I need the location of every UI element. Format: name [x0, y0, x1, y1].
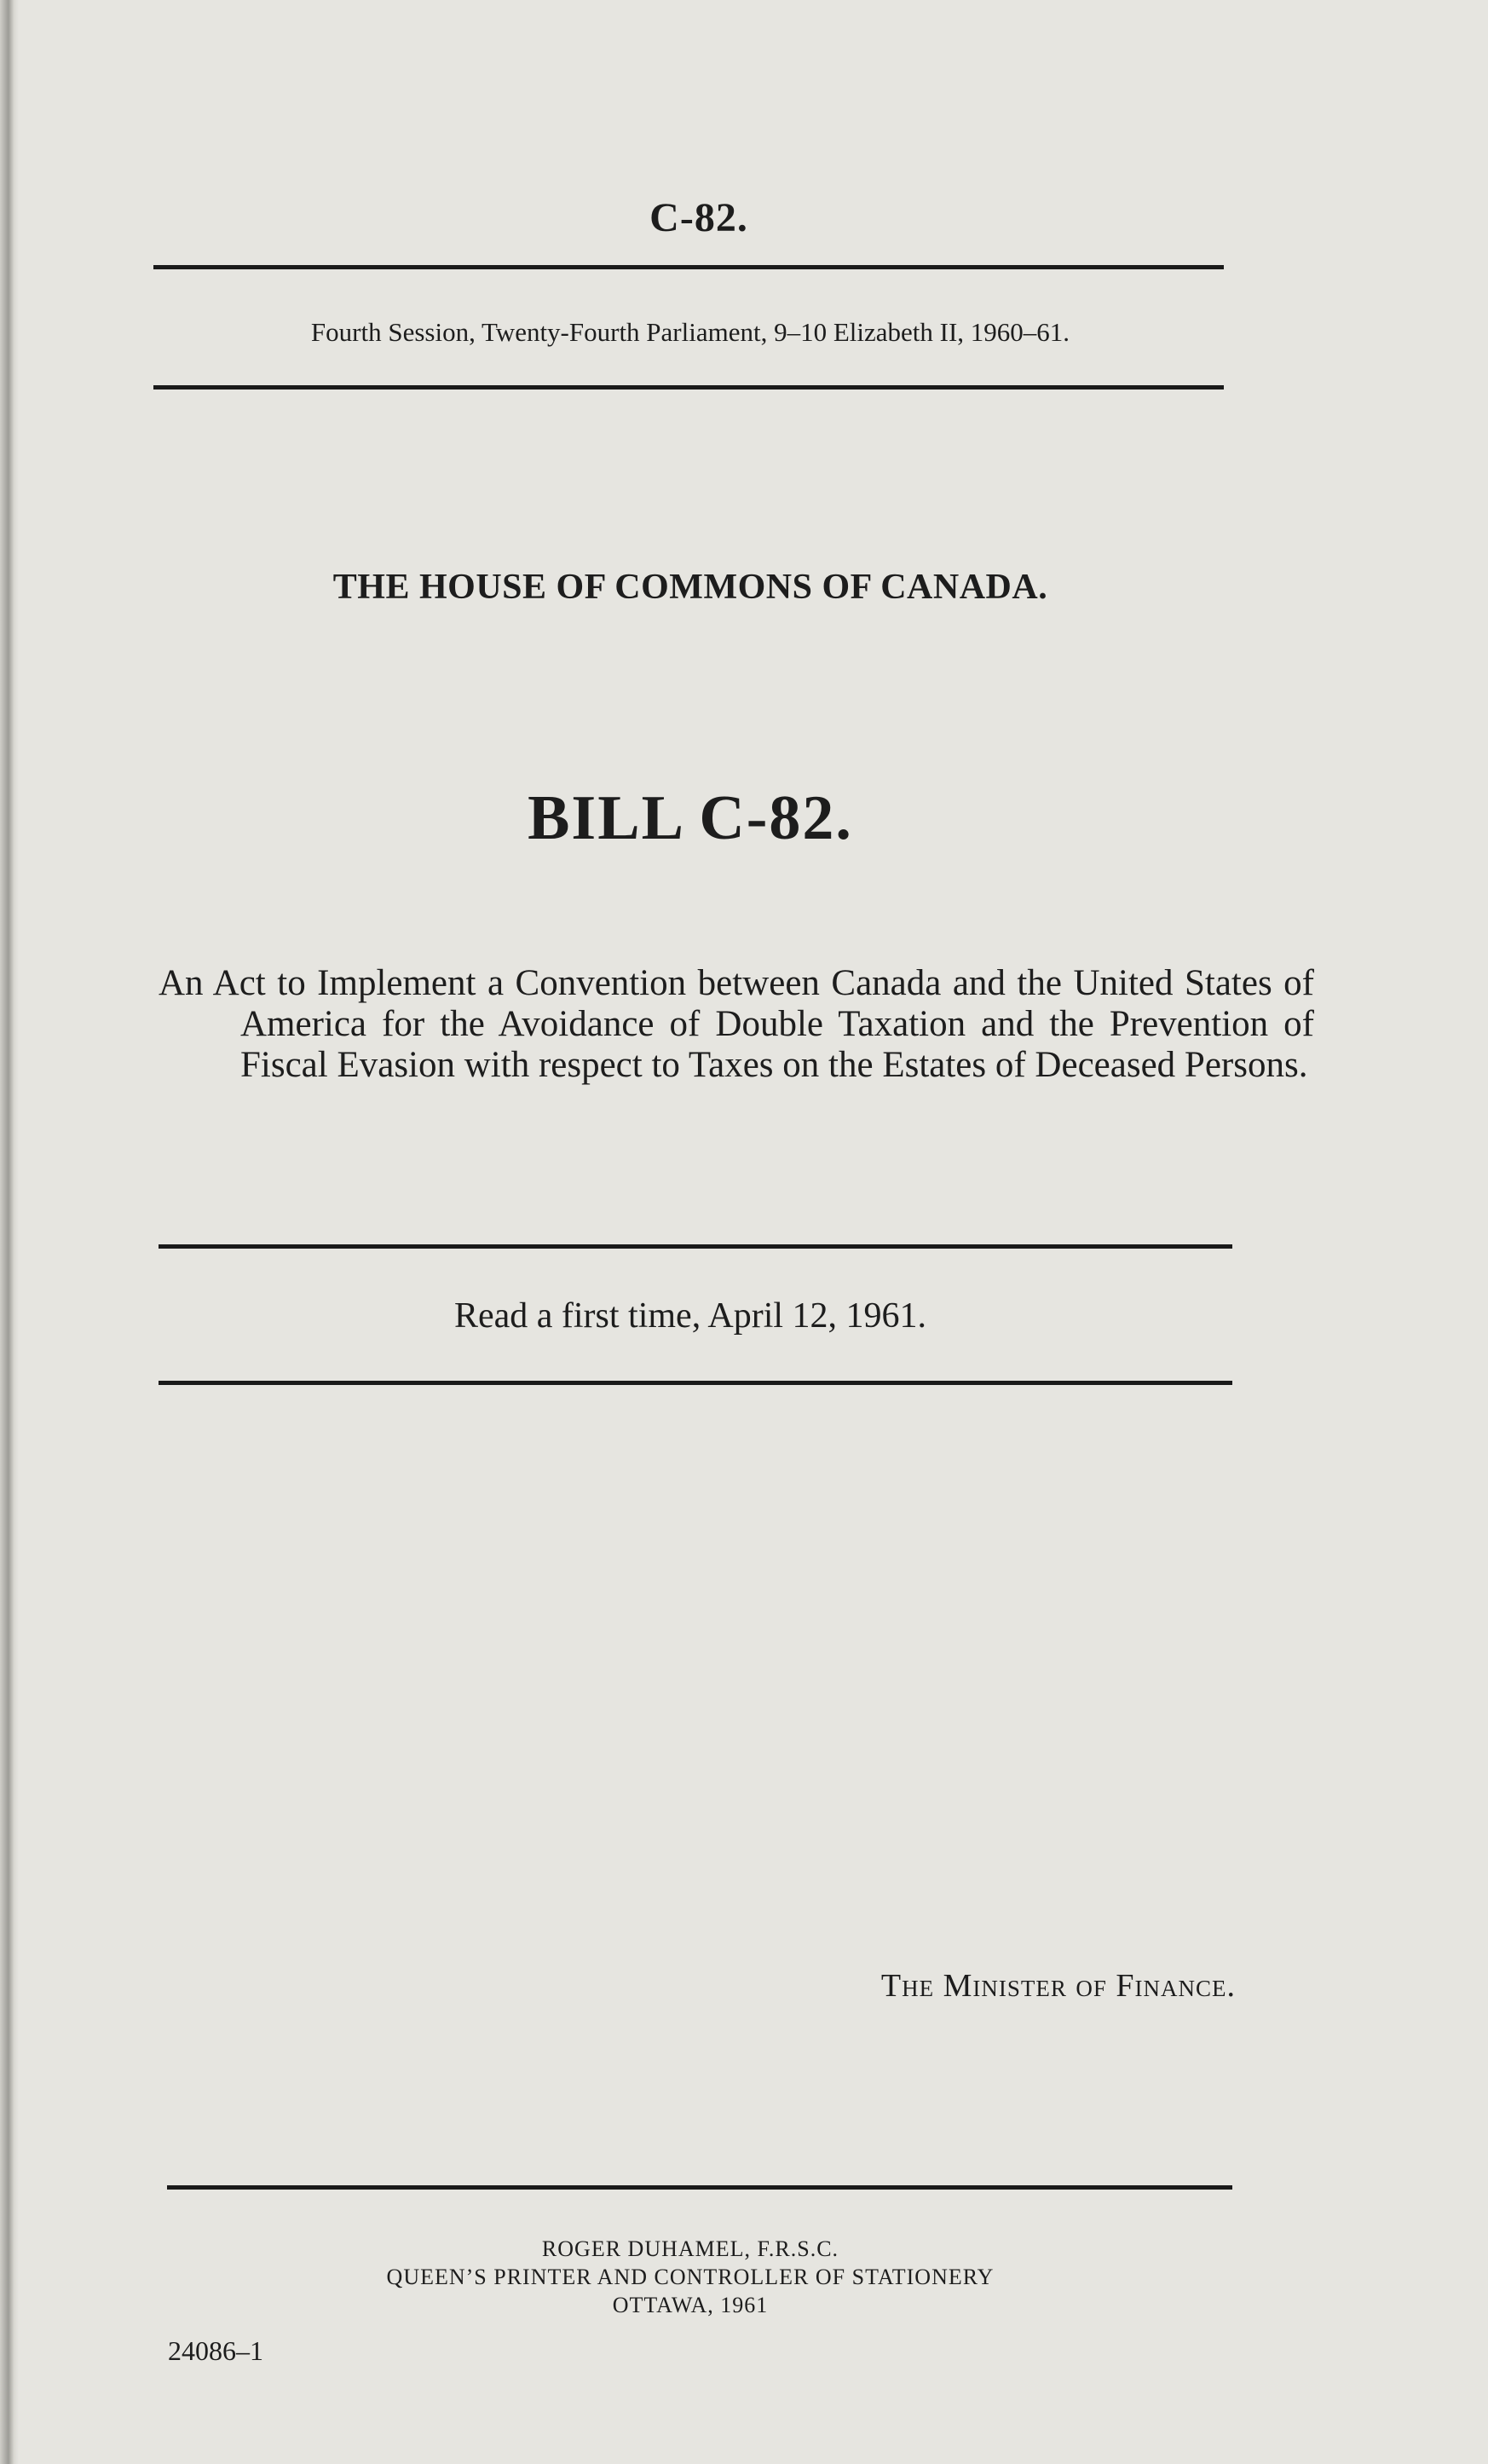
printer-name: ROGER DUHAMEL, F.R.S.C. — [541, 2236, 839, 2261]
act-title: An Act to Implement a Convention between Canada and the United States of America for the Avoidance of Double Taxation and the Prevention of Fiscal Evasion with respect to Taxes on the Estates of Deceased Persons. — [159, 963, 1314, 1085]
session-line: Fourth Session, Twenty-Fourth Parliament, 9–10 Elizabeth II, 1960–61. — [310, 317, 1070, 347]
printer-place-year: OTTAWA, 1961 — [612, 2293, 769, 2317]
rule-top — [153, 265, 1224, 269]
printer-imprint — [0, 2235, 1381, 2319]
minister-signature: The Minister of Finance. — [880, 1968, 1236, 2004]
first-reading-line: Read a first time, April 12, 1961. — [453, 1296, 927, 1336]
rule-under-session — [153, 385, 1224, 390]
rule-above-reading — [159, 1244, 1232, 1249]
rule-below-reading — [159, 1381, 1232, 1385]
rule-above-printer — [167, 2185, 1232, 2190]
stock-number: 24086–1 — [168, 2335, 263, 2366]
printer-office: QUEEN’S PRINTER AND CONTROLLER OF STATIONERY — [386, 2265, 995, 2289]
page-binding-edge — [0, 0, 19, 2464]
house-title: THE HOUSE OF COMMONS OF CANADA. — [332, 568, 1048, 607]
bill-title: BILL C-82. — [528, 783, 853, 853]
bill-number-header: C-82. — [649, 195, 748, 240]
